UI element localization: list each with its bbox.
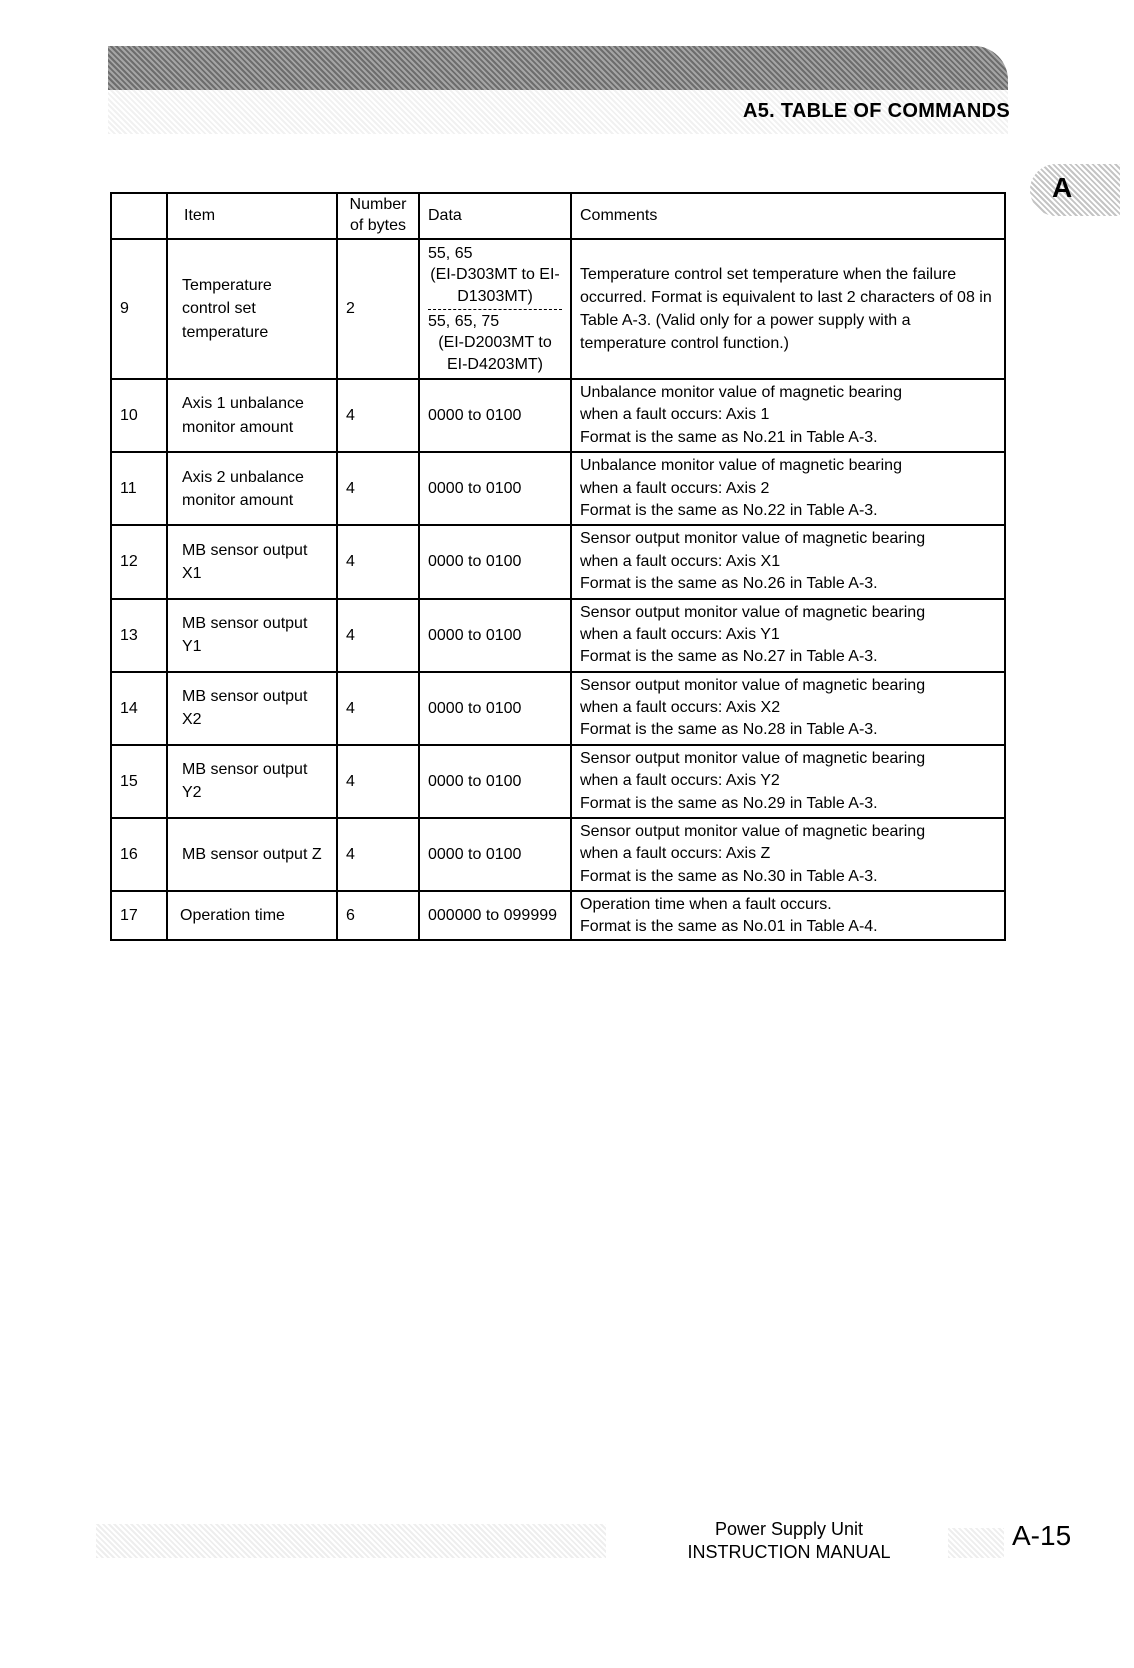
row-data: 000000 to 099999 bbox=[419, 891, 571, 940]
comment-line-2: when a fault occurs: Axis 1 bbox=[580, 406, 770, 424]
comment-line-3: Format is the same as No.27 in Table A-3. bbox=[580, 648, 878, 666]
row-item: MB sensor output Y2 bbox=[167, 745, 337, 818]
comment-line-1: Sensor output monitor value of magnetic bearing bbox=[580, 676, 926, 694]
row-comments bbox=[571, 672, 1005, 745]
chapter-tab-marker bbox=[1030, 164, 1120, 216]
comment-line-1: Sensor output monitor value of magnetic bearing bbox=[580, 749, 926, 767]
comment-line-1: Sensor output monitor value of magnetic bearing bbox=[580, 603, 926, 621]
row-data: 0000 to 0100 bbox=[419, 452, 571, 525]
table-row bbox=[111, 818, 1005, 891]
row-no: 14 bbox=[111, 672, 167, 745]
comment-line-2: when a fault occurs: Axis Y2 bbox=[580, 772, 780, 790]
table-row bbox=[111, 379, 1005, 452]
row-data: 0000 to 0100 bbox=[419, 745, 571, 818]
footer-line-2: INSTRUCTION MANUAL bbox=[687, 1542, 891, 1563]
comment-line-1: Unbalance monitor value of magnetic bearing bbox=[580, 384, 902, 401]
table-row bbox=[111, 672, 1005, 745]
row-item: MB sensor output X2 bbox=[167, 672, 337, 745]
comment-line-2: Format is the same as No.01 in Table A-4. bbox=[580, 917, 878, 935]
row-comments: Temperature control set temperature when the failure occurred. Format is equivalent to last 2 characters of 08 in Table A-3. (Valid only for a power supply with a temperature control function.) bbox=[571, 239, 1005, 379]
data-value-a: 55, 65 bbox=[428, 244, 473, 262]
footer-decoration-small bbox=[948, 1528, 1004, 1558]
comment-line-1: Sensor output monitor value of magnetic bearing bbox=[580, 530, 926, 548]
row-bytes: 2 bbox=[337, 239, 419, 379]
footer-manual-title bbox=[664, 1518, 914, 1565]
row-comments bbox=[571, 891, 1005, 940]
header-no bbox=[111, 193, 167, 239]
row-comments bbox=[571, 599, 1005, 672]
row-no: 15 bbox=[111, 745, 167, 818]
row-comments bbox=[571, 379, 1005, 452]
row-item: Temperature control set temperature bbox=[167, 239, 337, 379]
section-title: A5. TABLE OF COMMANDS bbox=[742, 100, 1010, 122]
header-item: Item bbox=[167, 193, 337, 239]
row-data: 0000 to 0100 bbox=[419, 525, 571, 598]
data-separator bbox=[428, 309, 562, 310]
table-row bbox=[111, 525, 1005, 598]
row-bytes: 4 bbox=[337, 745, 419, 818]
table-row-17 bbox=[111, 891, 1005, 940]
table-row-9 bbox=[111, 239, 1005, 379]
comment-line-3: Format is the same as No.29 in Table A-3. bbox=[580, 794, 878, 812]
row-no: 12 bbox=[111, 525, 167, 598]
header-bytes: Number of bytes bbox=[337, 193, 419, 239]
comment-line-3: Format is the same as No.22 in Table A-3. bbox=[580, 501, 878, 519]
comment-line-3: Format is the same as No.28 in Table A-3. bbox=[580, 721, 878, 739]
row-item: Axis 2 unbalance monitor amount bbox=[167, 452, 337, 525]
row-bytes: 4 bbox=[337, 818, 419, 891]
comment-line-3: Format is the same as No.21 in Table A-3. bbox=[580, 428, 878, 446]
comment-line-1: Sensor output monitor value of magnetic bearing bbox=[580, 823, 926, 841]
row-bytes: 4 bbox=[337, 599, 419, 672]
row-bytes: 4 bbox=[337, 379, 419, 452]
row-item: MB sensor output Y1 bbox=[167, 599, 337, 672]
table-row bbox=[111, 599, 1005, 672]
table-row bbox=[111, 452, 1005, 525]
row-no: 9 bbox=[111, 239, 167, 379]
comment-line-3: Format is the same as No.26 in Table A-3. bbox=[580, 575, 878, 593]
chapter-tab-letter: A bbox=[1052, 172, 1073, 203]
comment-line-2: when a fault occurs: Axis X1 bbox=[580, 552, 781, 570]
comment-line-1: Unbalance monitor value of magnetic bearing bbox=[580, 457, 902, 475]
data-note-b: (EI-D2003MT to EI-D4203MT) bbox=[438, 334, 552, 373]
comment-line-1: Operation time when a fault occurs. bbox=[580, 896, 832, 914]
commands-table bbox=[110, 192, 1006, 941]
footer-line-1: Power Supply Unit bbox=[714, 1519, 864, 1539]
row-data: 0000 to 0100 bbox=[419, 818, 571, 891]
row-item: Axis 1 unbalance monitor amount bbox=[167, 379, 337, 452]
row-bytes: 4 bbox=[337, 672, 419, 745]
row-no: 13 bbox=[111, 599, 167, 672]
data-value-b: 55, 65, 75 bbox=[428, 312, 500, 330]
comment-line-3: Format is the same as No.30 in Table A-3. bbox=[580, 867, 878, 885]
row-data: 0000 to 0100 bbox=[419, 379, 571, 452]
row-comments bbox=[571, 452, 1005, 525]
data-note-a: (EI-D303MT to EI-D1303MT) bbox=[430, 266, 560, 305]
row-no: 16 bbox=[111, 818, 167, 891]
row-no: 10 bbox=[111, 379, 167, 452]
page-number: A-15 bbox=[1012, 1520, 1072, 1551]
row-bytes: 6 bbox=[337, 891, 419, 940]
row-no: 17 bbox=[111, 891, 167, 940]
row-data bbox=[419, 239, 571, 379]
row-bytes: 4 bbox=[337, 452, 419, 525]
comment-line-2: when a fault occurs: Axis Z bbox=[580, 845, 771, 863]
table-row bbox=[111, 745, 1005, 818]
row-data: 0000 to 0100 bbox=[419, 599, 571, 672]
row-comments bbox=[571, 525, 1005, 598]
header-comments: Comments bbox=[571, 193, 1005, 239]
row-data: 0000 to 0100 bbox=[419, 672, 571, 745]
header-data: Data bbox=[419, 193, 571, 239]
row-comments bbox=[571, 745, 1005, 818]
comment-line-2: when a fault occurs: Axis X2 bbox=[580, 699, 781, 717]
row-no: 11 bbox=[111, 452, 167, 525]
row-comments bbox=[571, 818, 1005, 891]
comment-line-2: when a fault occurs: Axis Y1 bbox=[580, 625, 780, 643]
row-item: MB sensor output Z bbox=[167, 818, 337, 891]
comment-line-2: when a fault occurs: Axis 2 bbox=[580, 479, 770, 497]
row-item: Operation time bbox=[167, 891, 337, 940]
header-decorative-band bbox=[108, 46, 1008, 90]
footer-decoration bbox=[96, 1524, 606, 1558]
row-bytes: 4 bbox=[337, 525, 419, 598]
row-item: MB sensor output X1 bbox=[167, 525, 337, 598]
table-header-row bbox=[111, 193, 1005, 239]
